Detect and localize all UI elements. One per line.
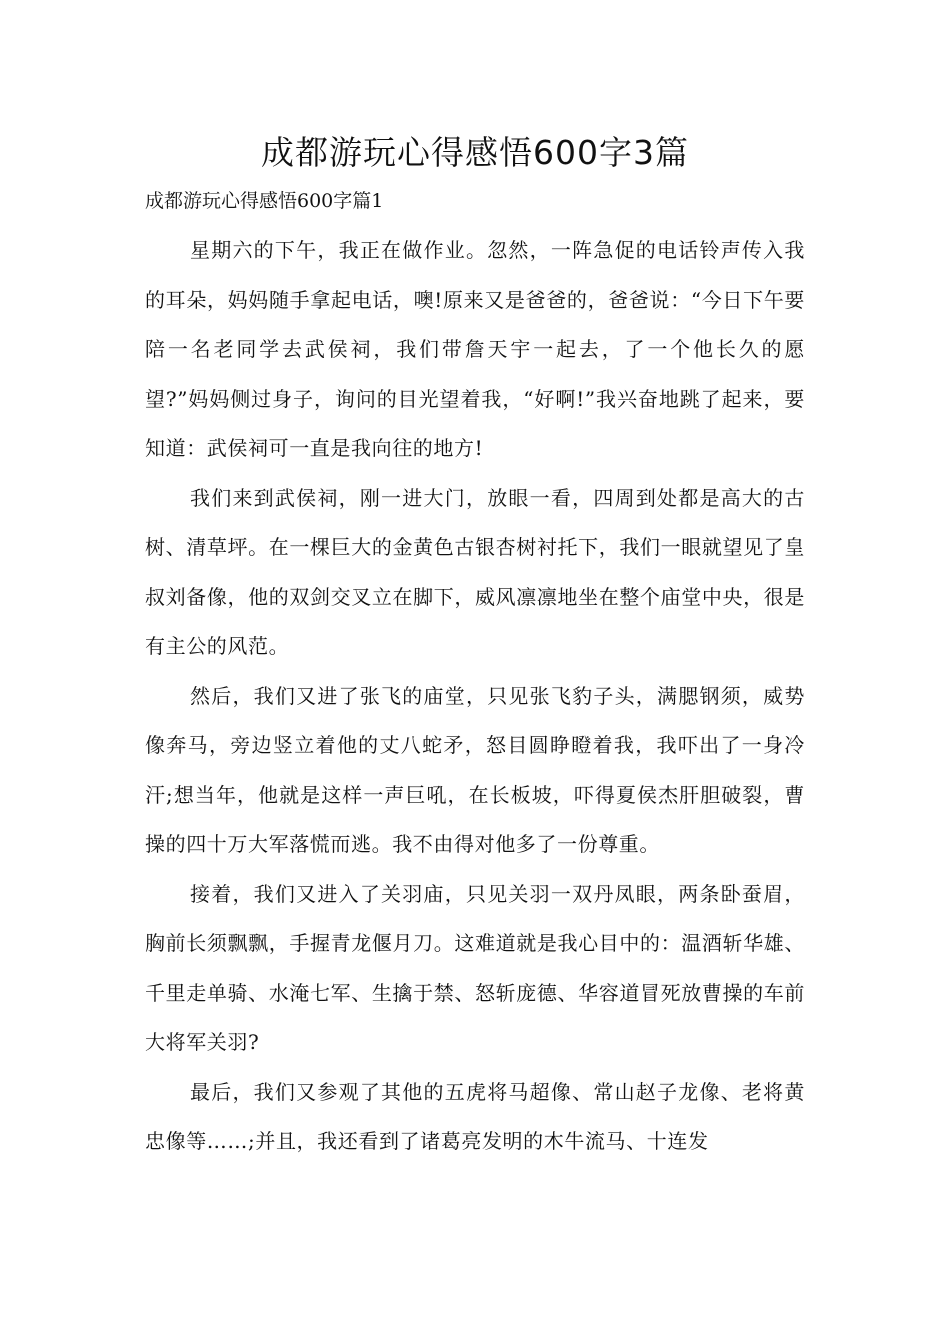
paragraph-1: 星期六的下午，我正在做作业。忽然，一阵急促的电话铃声传入我的耳朵，妈妈随手拿起电话，噢!原来又是爸爸的，爸爸说：“今日下午要陪一名老同学去武侯祠，我们带詹天宇一起去，了一个他长久的愿望?”妈妈侧过身子，询问的目光望着我，“好啊!”我兴奋地跳了起来，要知道：武侯祠可一直是我向往的地方! — [145, 238, 805, 460]
document-body — [145, 226, 805, 1167]
paragraph-5: 最后，我们又参观了其他的五虎将马超像、常山赵子龙像、老将黄忠像等……;并且，我还看到了诸葛亮发明的木牛流马、十连发 — [145, 1079, 805, 1153]
section-heading: 成都游玩心得感悟600字篇1 — [145, 190, 384, 212]
paragraph-3: 然后，我们又进了张飞的庙堂，只见张飞豹子头，满腮钢须，威势像奔马，旁边竖立着他的丈八蛇矛，怒目圆睁瞪着我，我吓出了一身冷汗;想当年，他就是这样一声巨吼，在长板坡，吓得夏侯杰肝胆破裂，曹操的四十万大军落慌而逃。我不由得对他多了一份尊重。 — [145, 683, 805, 856]
paragraph-2: 我们来到武侯祠，刚一进大门，放眼一看，四周到处都是高大的古树、清草坪。在一棵巨大的金黄色古银杏树衬托下，我们一眼就望见了皇叔刘备像，他的双剑交叉立在脚下，威风凛凛地坐在整个庙堂中央，很是有主公的风范。 — [145, 485, 805, 658]
document-title: 成都游玩心得感悟600字3篇 — [261, 133, 689, 172]
paragraph-4: 接着，我们又进入了关羽庙，只见关羽一双丹凤眼，两条卧蚕眉，胸前长须飘飘，手握青龙偃月刀。这难道就是我心目中的：温酒斩华雄、千里走单骑、水淹七军、生擒于禁、怒斩庞德、华容道冒死放曹操的车前大将军关羽? — [145, 881, 805, 1054]
